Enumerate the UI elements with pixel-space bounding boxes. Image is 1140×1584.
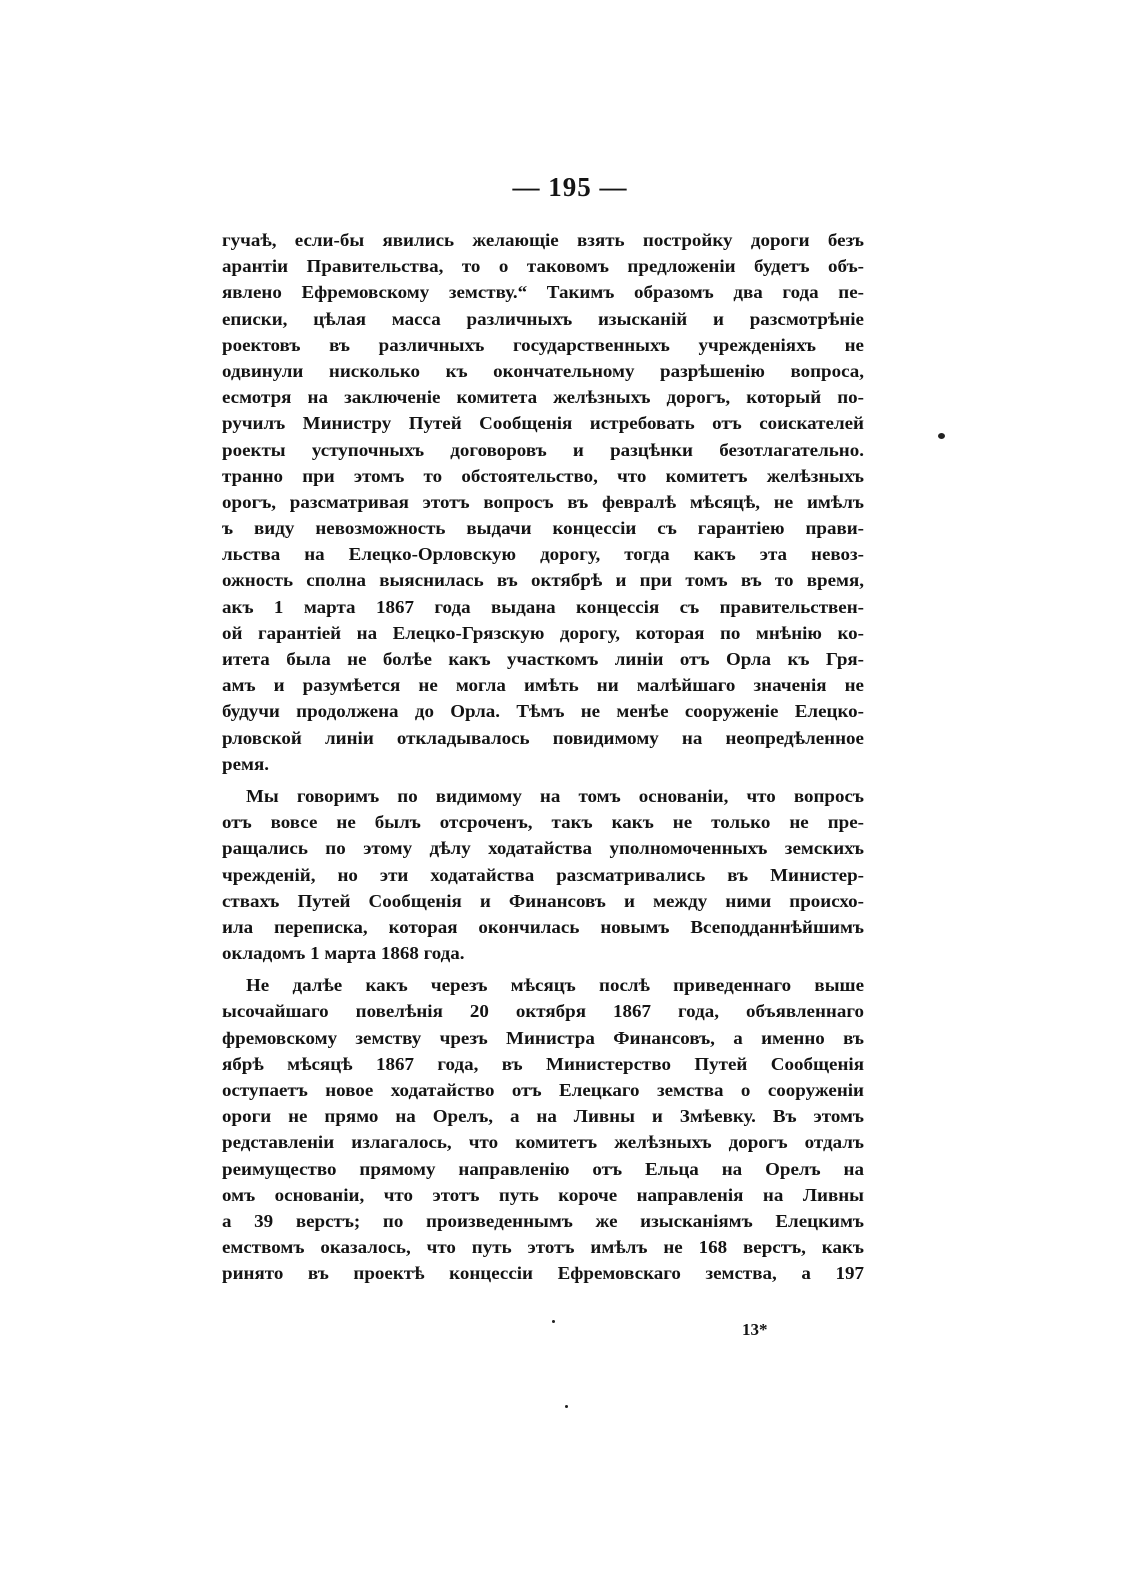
text-line: ъ виду невозможность выдачи концессіи съ гарантіею прави- bbox=[222, 518, 864, 539]
text-line: ороги не прямо на Орелъ, а на Ливны и Змѣевку. Въ этомъ bbox=[222, 1106, 864, 1127]
text-line: ствахъ Путей Сообщенія и Финансовъ и между ними происхо- bbox=[222, 891, 864, 912]
text-line: ожность сполна выяснилась въ октябрѣ и при томъ въ то время, bbox=[222, 570, 864, 592]
paragraph-1 bbox=[222, 228, 864, 778]
body-text bbox=[222, 228, 864, 1288]
text-line: Не далѣе какъ черезъ мѣсяцъ послѣ приведеннаго выше bbox=[246, 975, 864, 996]
text-line: итета была не болѣе какъ участкомъ линіи отъ Орла къ Гря- bbox=[222, 649, 864, 670]
ink-speck bbox=[938, 433, 945, 439]
text-line: роекты уступочныхъ договоровъ и разцѣнки безотлагательно. bbox=[222, 439, 864, 461]
text-line: акъ 1 марта 1867 года выдана концессія съ правительствен- bbox=[222, 597, 864, 618]
text-line: ручилъ Министру Путей Сообщенія истребовать отъ соискателей bbox=[222, 413, 864, 434]
text-line: еписки, цѣлая масса различныхъ изысканій и разсмотрѣніе bbox=[222, 309, 864, 330]
text-line: льства на Елецко-Орловскую дорогу, тогда какъ эта невоз- bbox=[222, 544, 864, 565]
text-line: ремя. bbox=[222, 754, 269, 775]
text-line: окладомъ 1 марта 1868 года. bbox=[222, 943, 465, 964]
text-line: фремовскому земству чрезъ Министра Финансовъ, а именно въ bbox=[222, 1028, 864, 1049]
text-line: орогъ, разсматривая этотъ вопросъ въ февралѣ мѣсяцѣ, не имѣлъ bbox=[222, 492, 864, 513]
text-line: отъ вовсе не былъ отсроченъ, такъ какъ не только не пре- bbox=[222, 812, 864, 833]
text-line: ой гарантіей на Елецко-Грязскую дорогу, которая по мнѣнію ко- bbox=[222, 623, 864, 644]
text-line: чрежденій, но эти ходатайства разсматривались въ Министер- bbox=[222, 864, 864, 886]
text-line: рловской линіи откладывалось повидимому на неопредѣленное bbox=[222, 728, 864, 749]
text-line: оступаетъ новое ходатайство отъ Елецкаго земства о сооруженіи bbox=[222, 1080, 864, 1101]
text-line: ращались по этому дѣлу ходатайства уполномоченныхъ земскихъ bbox=[222, 838, 864, 859]
text-line: явлено Ефремовскому земству.“ Такимъ образомъ два года пе- bbox=[222, 282, 864, 303]
text-line: омъ основаніи, что этотъ путь короче направленія на Ливны bbox=[222, 1185, 864, 1206]
text-line: а 39 верстъ; по произведеннымъ же изысканіямъ Елецкимъ bbox=[222, 1211, 864, 1232]
text-line: ила переписка, которая окончилась новымъ Всеподданнѣйшимъ bbox=[222, 917, 864, 938]
text-line: Мы говоримъ по видимому на томъ основаніи, что вопросъ bbox=[246, 786, 864, 807]
ink-speck bbox=[565, 1405, 568, 1408]
printer-signature-mark: 13* bbox=[742, 1320, 768, 1339]
paragraph-3 bbox=[222, 973, 864, 1287]
page-number: — 195 — bbox=[512, 172, 628, 202]
ink-speck bbox=[552, 1320, 555, 1323]
text-line: реимущество прямому направленію отъ Ельца на Орелъ на bbox=[222, 1159, 864, 1180]
text-line: ринято въ проектѣ концессіи Ефремовскаго земства, а 197 bbox=[222, 1263, 864, 1284]
text-line: арантіи Правительства, то о таковомъ предложеніи будетъ объ- bbox=[222, 256, 864, 277]
text-line: редставленіи излагалось, что комитетъ желѣзныхъ дорогъ отдалъ bbox=[222, 1132, 864, 1153]
text-line: транно при этомъ то обстоятельство, что комитетъ желѣзныхъ bbox=[222, 466, 864, 487]
text-line: емствомъ оказалось, что путь этотъ имѣлъ не 168 верстъ, какъ bbox=[222, 1237, 864, 1258]
text-line: роектовъ въ различныхъ государственныхъ учрежденіяхъ не bbox=[222, 335, 864, 356]
text-line: гучаѣ, если-бы явились желающіе взять постройку дороги безъ bbox=[222, 230, 864, 251]
text-line: одвинули нисколько къ окончательному разрѣшенію вопроса, bbox=[222, 361, 864, 382]
text-line: ябрѣ мѣсяцѣ 1867 года, въ Министерство Путей Сообщенія bbox=[222, 1054, 864, 1075]
text-line: будучи продолжена до Орла. Тѣмъ не менѣе сооруженіе Елецко- bbox=[222, 701, 864, 722]
text-line: амъ и разумѣется не могла имѣть ни малѣйшаго значенія не bbox=[222, 675, 864, 696]
text-line: есмотря на заключеніе комитета желѣзныхъ дорогъ, который по- bbox=[222, 387, 864, 408]
text-line: ысочайшаго повелѣнія 20 октября 1867 года, объявленнаго bbox=[222, 1001, 864, 1023]
paragraph-2 bbox=[222, 784, 864, 967]
